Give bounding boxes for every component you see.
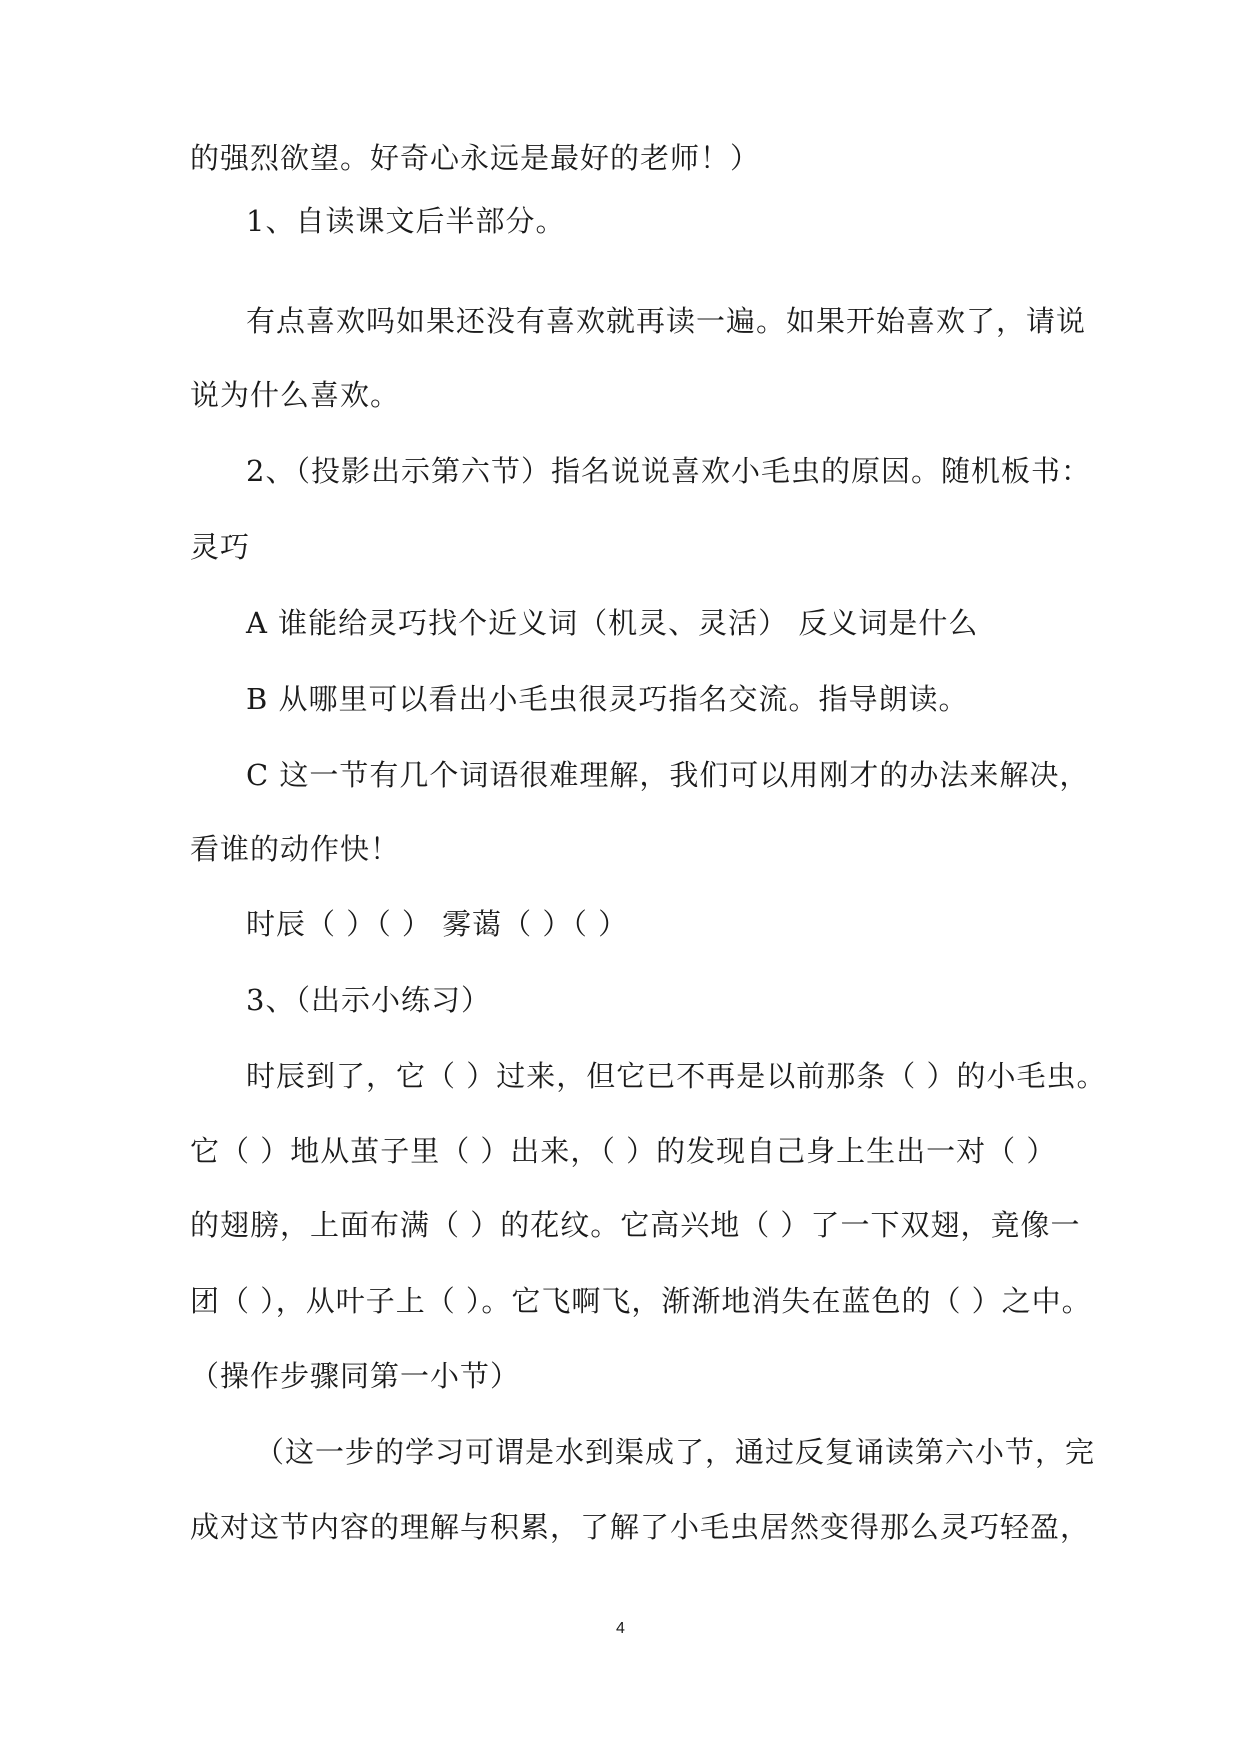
text-line: （操作步骤同第一小节）: [190, 1359, 521, 1393]
text-line: 时辰（ ）（ ） 雾蔼（ ）（ ）: [246, 907, 629, 941]
text-line: 时辰到了，它（ ）过来，但它已不再是以前那条（ ）的小毛虫。: [246, 1059, 1107, 1093]
text-line: 2、（投影出示第六节）指名说说喜欢小毛虫的原因。随机板书：: [246, 454, 1091, 488]
text-line: （这一步的学习可谓是水到渠成了，通过反复诵读第六小节，完: [255, 1435, 1096, 1469]
text-line: 它（ ）地从茧子里（ ）出来，（ ）的发现自己身上生出一对（ ）: [190, 1134, 1057, 1168]
text-line: 的翅膀，上面布满（ ）的花纹。它高兴地（ ）了一下双翅，竟像一: [190, 1208, 1081, 1242]
text-line: 有点喜欢吗如果还没有喜欢就再读一遍。如果开始喜欢了，请说: [246, 304, 1087, 338]
text-line: 的强烈欲望。好奇心永远是最好的老师！）: [190, 141, 761, 175]
text-line: A 谁能给灵巧找个近义词（机灵、灵活） 反义词是什么: [246, 606, 979, 640]
page-number: 4: [616, 1620, 625, 1637]
text-line: 看谁的动作快！: [190, 832, 401, 866]
text-line: B 从哪里可以看出小毛虫很灵巧指名交流。指导朗读。: [246, 682, 969, 716]
text-line: 灵巧: [190, 530, 251, 564]
text-line: 团（ ），从叶子上（ ）。它飞啊飞，渐渐地消失在蓝色的（ ）之中。: [190, 1284, 1092, 1318]
text-line: 1、自读课文后半部分。: [246, 204, 566, 238]
text-line: 说为什么喜欢。: [190, 378, 401, 412]
text-line: C 这一节有几个词语很难理解，我们可以用刚才的办法来解决，: [246, 758, 1090, 792]
text-line: 成对这节内容的理解与积累，了解了小毛虫居然变得那么灵巧轻盈，: [190, 1510, 1091, 1544]
text-line: 3、（出示小练习）: [246, 983, 491, 1017]
